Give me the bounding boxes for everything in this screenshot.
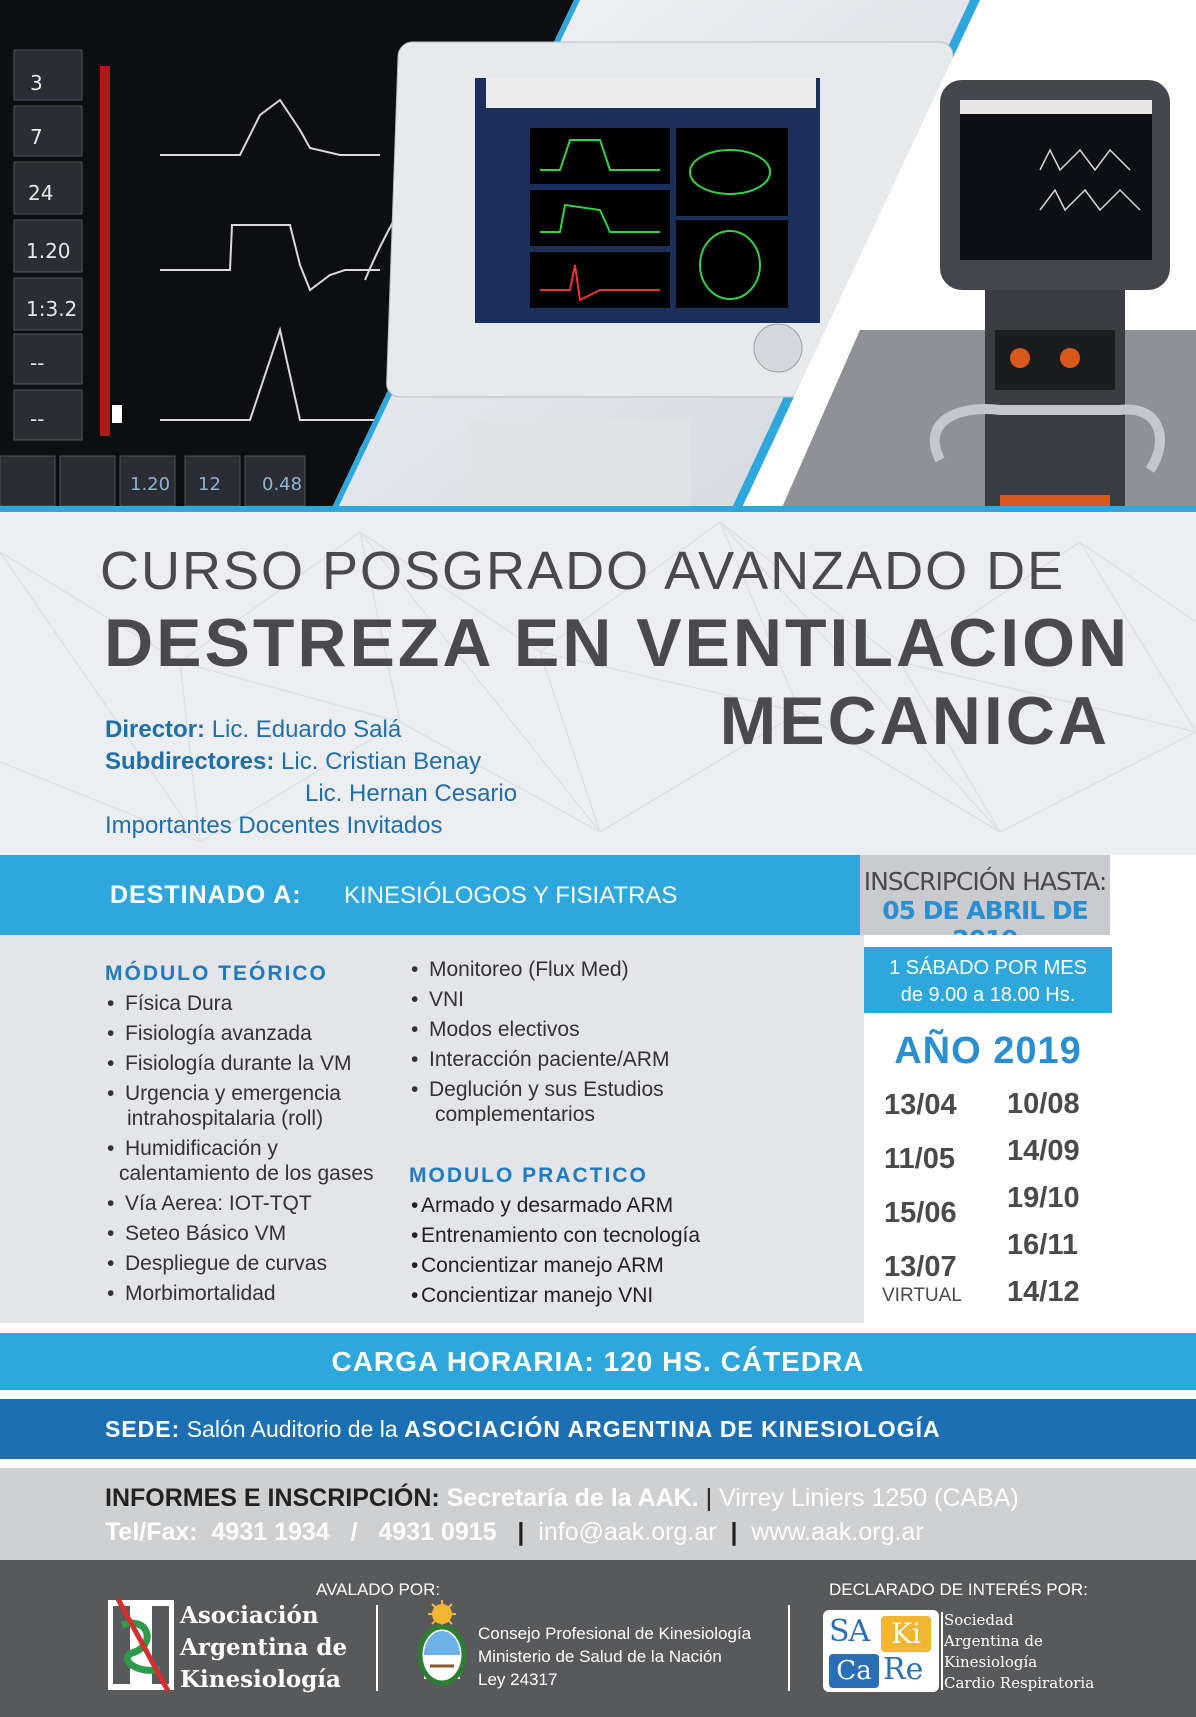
footer bbox=[0, 1560, 1196, 1717]
list-item: • Armado y desarmado ARM bbox=[409, 1193, 749, 1218]
phone-2: 4931 0915 bbox=[378, 1518, 497, 1546]
sakicare-logo-ca: Ca bbox=[829, 1654, 879, 1688]
list-item: • Urgencia y emergencia bbox=[105, 1081, 405, 1106]
date-item: 10/08 bbox=[1007, 1088, 1080, 1120]
title-line-1: CURSO POSGRADO AVANZADO DE bbox=[100, 541, 1066, 601]
schedule-hours: de 9.00 a 18.00 Hs. bbox=[900, 984, 1076, 1006]
svg-text:1.20: 1.20 bbox=[130, 474, 171, 495]
venue-place: ASOCIACIÓN ARGENTINA DE KINESIOLOGÍA bbox=[404, 1416, 941, 1442]
list-item: • Seteo Básico VM bbox=[105, 1221, 405, 1246]
phone-1: 4931 1934 bbox=[211, 1518, 330, 1546]
venue-label: SEDE: bbox=[105, 1416, 181, 1442]
date-item: 19/10 bbox=[1007, 1182, 1080, 1214]
theory-list-col1 bbox=[105, 991, 405, 1311]
svg-text:0.48: 0.48 bbox=[262, 474, 303, 495]
subdirector-label: Subdirectores: bbox=[105, 748, 275, 775]
aak-line: Kinesiología bbox=[180, 1666, 341, 1693]
hero-num-1: 3 bbox=[30, 71, 43, 95]
registration-deadline-date: 05 DE ABRIL DE bbox=[882, 896, 1088, 925]
date-item: 14/09 bbox=[1007, 1135, 1080, 1167]
list-item: • VNI bbox=[409, 987, 729, 1012]
contact-label: INFORMES E INSCRIPCIÓN: bbox=[105, 1484, 440, 1512]
svg-text:7: 7 bbox=[30, 125, 43, 149]
sakicare-line: Kinesiología bbox=[944, 1653, 1038, 1671]
sakicare-name bbox=[944, 1610, 1094, 1694]
list-item-continuation: intrahospitalaria (roll) bbox=[127, 1107, 324, 1130]
svg-text:--: -- bbox=[30, 407, 45, 431]
list-item: • Fisiología avanzada bbox=[105, 1021, 405, 1046]
course-hours-bar: CARGA HORARIA: 120 HS. CÁTEDRA bbox=[0, 1333, 1196, 1390]
director-line bbox=[105, 716, 401, 744]
venue-text: Salón Auditorio de la bbox=[186, 1416, 398, 1442]
target-audience-value: KINESIÓLOGOS Y FISIATRAS bbox=[344, 882, 678, 909]
svg-text:1.20: 1.20 bbox=[26, 239, 71, 263]
contact-address: Virrey Liniers 1250 (CABA) bbox=[719, 1484, 1019, 1512]
contact-line-2 bbox=[105, 1518, 924, 1547]
sakicare-line: Argentina de bbox=[944, 1632, 1043, 1650]
svg-text:1:3.2: 1:3.2 bbox=[26, 297, 78, 321]
title-line-2: DESTREZA EN VENTILACION bbox=[104, 605, 1131, 681]
venue-bar bbox=[0, 1399, 1196, 1459]
aak-name bbox=[180, 1600, 347, 1696]
list-item: • Entrenamiento con tecnología bbox=[409, 1223, 749, 1248]
phone-separator: / bbox=[350, 1518, 358, 1546]
divider bbox=[788, 1605, 790, 1691]
subdirector-name-2: Lic. Hernan Cesario bbox=[305, 780, 518, 807]
year-heading: AÑO 2019 bbox=[894, 1030, 1082, 1072]
list-item: • Deglución y sus Estudios bbox=[409, 1077, 729, 1102]
practice-module-heading: MODULO PRACTICO bbox=[409, 1164, 648, 1187]
separator: | bbox=[730, 1518, 738, 1546]
separator: | bbox=[517, 1518, 525, 1546]
divider bbox=[941, 1612, 943, 1690]
list-item-continuation: complementarios bbox=[435, 1103, 595, 1126]
practice-list bbox=[409, 1193, 749, 1313]
svg-text:--: -- bbox=[30, 351, 45, 375]
phone-label: Tel/Fax: bbox=[105, 1518, 198, 1546]
contact-website[interactable]: www.aak.org.ar bbox=[751, 1518, 924, 1546]
subdirector-name-1: Lic. Cristian Benay bbox=[281, 748, 482, 775]
contact-office: Secretaría de la AAK. bbox=[446, 1484, 699, 1512]
list-item: • Modos electivos bbox=[409, 1017, 729, 1042]
list-item: • Física Dura bbox=[105, 991, 405, 1016]
schedule-frequency: 1 SÁBADO POR MES bbox=[889, 957, 1087, 979]
sakicare-line: Cardio Respiratoria bbox=[944, 1674, 1095, 1692]
theory-module-heading: MÓDULO TEÓRICO bbox=[105, 962, 328, 985]
schedule-box bbox=[864, 947, 1112, 1013]
aak-logo-icon bbox=[108, 1595, 174, 1695]
list-item: • Despliegue de curvas bbox=[105, 1251, 405, 1276]
date-item: 15/06 bbox=[884, 1197, 957, 1229]
divider bbox=[376, 1605, 378, 1691]
date-item: 14/12 bbox=[1007, 1276, 1080, 1308]
director-label: Director: bbox=[105, 716, 206, 743]
list-item: • Humidificación y bbox=[105, 1136, 405, 1161]
guest-teachers: Importantes Docentes Invitados bbox=[105, 812, 443, 839]
contact-line-1 bbox=[105, 1484, 1019, 1513]
aak-line: Asociación bbox=[180, 1602, 319, 1629]
director-name: Lic. Eduardo Salá bbox=[211, 716, 402, 743]
subdirector-line bbox=[105, 748, 481, 776]
list-item: • Concientizar manejo VNI bbox=[409, 1283, 749, 1308]
sakicare-logo-icon bbox=[823, 1610, 939, 1692]
registration-deadline-label: INSCRIPCIÓN HASTA: bbox=[863, 867, 1107, 896]
svg-text:12: 12 bbox=[198, 474, 221, 495]
list-item: • Fisiología durante la VM bbox=[105, 1051, 405, 1076]
sakicare-logo-ki: Ki bbox=[881, 1616, 931, 1652]
separator: | bbox=[705, 1484, 713, 1512]
title-line-3: MECANICA bbox=[719, 683, 1110, 759]
aak-line: Argentina de bbox=[180, 1634, 348, 1661]
date-item: 13/04 bbox=[884, 1089, 957, 1121]
target-audience-label: DESTINADO A: bbox=[110, 881, 302, 909]
sakicare-logo-re: Re bbox=[883, 1652, 924, 1687]
target-audience-bar bbox=[0, 855, 860, 935]
date-item: 16/11 bbox=[1007, 1229, 1078, 1261]
virtual-label: VIRTUAL bbox=[882, 1285, 962, 1306]
hero-illustration bbox=[0, 0, 1196, 512]
consejo-line: Ley 24317 bbox=[478, 1670, 558, 1689]
registration-deadline-box bbox=[860, 855, 1110, 935]
date-item: 13/07 bbox=[884, 1251, 957, 1283]
endorsed-by-label: AVALADO POR: bbox=[316, 1580, 441, 1599]
hero-banner bbox=[0, 0, 1196, 512]
list-item: • Concientizar manejo ARM bbox=[409, 1253, 749, 1278]
list-item-continuation: calentamiento de los gases bbox=[119, 1162, 374, 1185]
argentina-seal-icon bbox=[410, 1600, 474, 1690]
list-item: • Monitoreo (Flux Med) bbox=[409, 957, 729, 982]
list-item: • Interacción paciente/ARM bbox=[409, 1047, 729, 1072]
sakicare-logo-sa: SA bbox=[829, 1614, 870, 1649]
consejo-line: Consejo Profesional de Kinesiología bbox=[478, 1624, 752, 1643]
sakicare-line: Sociedad bbox=[944, 1611, 1014, 1629]
consejo-text bbox=[478, 1622, 751, 1691]
declared-interest-label: DECLARADO DE INTERÉS POR: bbox=[829, 1580, 1088, 1599]
list-item: • Vía Aerea: IOT-TQT bbox=[105, 1191, 405, 1216]
list-item: • Morbimortalidad bbox=[105, 1281, 405, 1306]
date-item: 11/05 bbox=[884, 1143, 955, 1175]
contact-section bbox=[0, 1468, 1196, 1560]
contact-email[interactable]: info@aak.org.ar bbox=[538, 1518, 717, 1546]
theory-list-col2 bbox=[409, 957, 729, 1132]
consejo-line: Ministerio de Salud de la Nación bbox=[478, 1647, 722, 1666]
svg-text:24: 24 bbox=[28, 181, 54, 205]
